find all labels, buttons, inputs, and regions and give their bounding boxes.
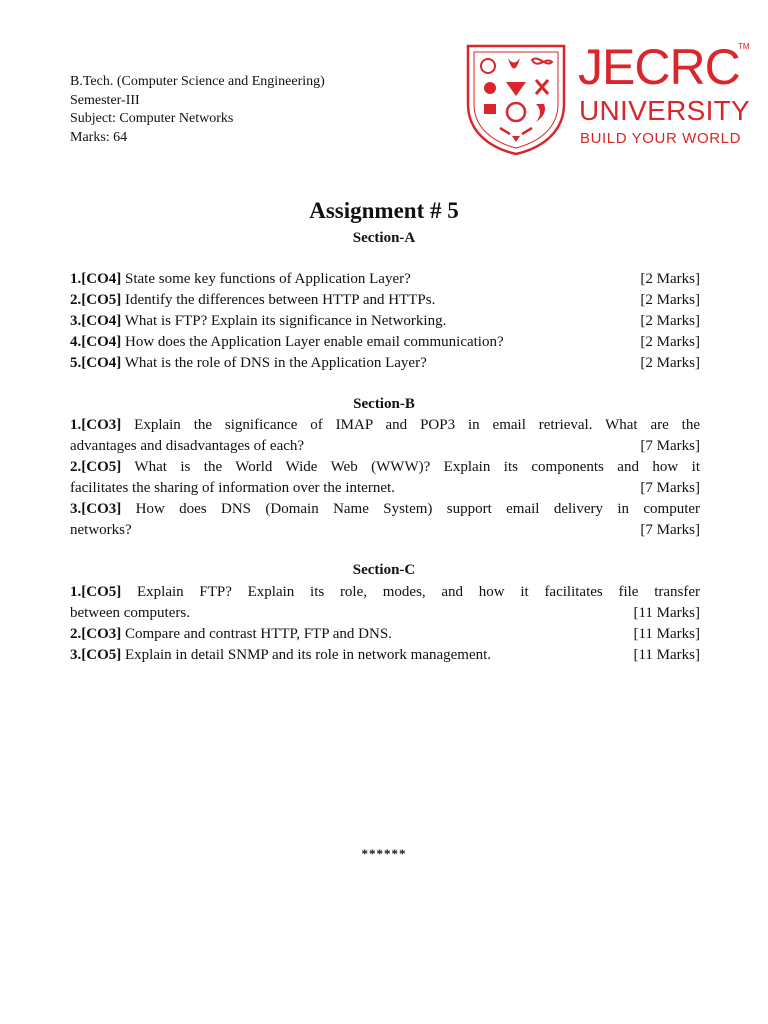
question-text-line-2: facilitates the sharing of information over the internet. xyxy=(70,480,395,496)
question-number: 2. xyxy=(70,292,82,308)
question-b1 xyxy=(70,415,700,457)
question-number: 4. xyxy=(70,334,82,350)
question-a1 xyxy=(70,269,700,290)
question-number: 3. xyxy=(70,647,82,663)
course-outcome: [CO3] xyxy=(81,417,122,433)
question-line-1 xyxy=(70,457,700,478)
question-number: 1. xyxy=(70,584,82,600)
question-text-line-2: networks? xyxy=(70,522,132,538)
semester-line: Semester-III xyxy=(70,92,140,108)
course-outcome: [CO4] xyxy=(81,355,122,371)
marks-line: Marks: 64 xyxy=(70,129,128,145)
university-logo xyxy=(464,40,754,160)
question-marks: [2 Marks] xyxy=(640,292,700,308)
question-marks: [2 Marks] xyxy=(640,355,700,371)
question-text-line-2: between computers. xyxy=(70,605,190,621)
question-marks: [7 Marks] xyxy=(640,480,700,496)
question-text-line-2: advantages and disadvantages of each? xyxy=(70,438,305,454)
question-text: How does the Application Layer enable email communication? xyxy=(125,334,504,350)
question-marks: [2 Marks] xyxy=(640,271,700,287)
subject-line: Subject: Computer Networks xyxy=(70,111,234,126)
question-marks: [2 Marks] xyxy=(640,313,700,329)
program-line: B.Tech. (Computer Science and Engineering) xyxy=(70,74,325,89)
course-outcome: [CO5] xyxy=(81,292,122,308)
course-outcome: [CO5] xyxy=(81,459,122,475)
question-marks: [11 Marks] xyxy=(633,605,700,621)
question-a5 xyxy=(70,353,700,374)
question-line-1 xyxy=(70,582,700,603)
question-text: State some key functions of Application Layer? xyxy=(125,271,411,287)
course-outcome: [CO4] xyxy=(81,334,122,350)
brand-tagline: BUILD YOUR WORLD xyxy=(580,130,742,147)
course-outcome: [CO3] xyxy=(81,501,122,517)
question-c1 xyxy=(70,582,700,624)
question-text-line-1: What is the World Wide Web (WWW)? Explain its components and how it xyxy=(134,459,700,475)
question-number: 5. xyxy=(70,355,82,371)
section-b-title: Section-B xyxy=(353,396,415,412)
course-outcome: [CO3] xyxy=(81,626,122,642)
question-marks: [2 Marks] xyxy=(640,334,700,350)
assignment-title: Assignment # 5 xyxy=(309,198,459,223)
question-text: What is the role of DNS in the Application Layer? xyxy=(124,355,427,371)
question-text-line-1: Explain the significance of IMAP and POP3 in email retrieval. What are the xyxy=(134,417,701,433)
question-text: Compare and contrast HTTP, FTP and DNS. xyxy=(125,626,392,642)
brand-name: JECRC xyxy=(578,39,740,95)
crest-icon xyxy=(464,42,568,156)
question-text: What is FTP? Explain its significance in Networking. xyxy=(124,313,447,329)
question-marks: [7 Marks] xyxy=(640,438,700,454)
question-number: 3. xyxy=(70,501,82,517)
question-number: 1. xyxy=(70,271,82,287)
trademark-mark: TM xyxy=(738,42,750,51)
question-c3 xyxy=(70,645,700,666)
question-line-1 xyxy=(70,499,700,520)
section-a-title: Section-A xyxy=(352,230,416,246)
course-outcome: [CO5] xyxy=(81,584,122,600)
end-marker: ****** xyxy=(361,846,407,861)
brand-university: UNIVERSITY xyxy=(579,95,751,126)
question-text-line-1: Explain FTP? Explain its role, modes, and how it facilitates file transfer xyxy=(137,584,701,600)
course-outcome: [CO4] xyxy=(81,271,122,287)
question-b2 xyxy=(70,457,700,499)
question-a4 xyxy=(70,332,700,353)
course-outcome: [CO4] xyxy=(81,313,122,329)
question-number: 1. xyxy=(70,417,82,433)
question-a2 xyxy=(70,290,700,311)
section-c-title: Section-C xyxy=(352,562,416,578)
question-c2 xyxy=(70,624,700,645)
question-a3 xyxy=(70,311,700,332)
course-info xyxy=(70,73,325,147)
question-marks: [11 Marks] xyxy=(633,647,700,663)
question-marks: [11 Marks] xyxy=(633,626,700,642)
question-text-line-1: How does DNS (Domain Name System) support email delivery in computer xyxy=(135,501,701,517)
question-number: 2. xyxy=(70,459,82,475)
question-number: 3. xyxy=(70,313,82,329)
question-text: Identify the differences between HTTP and HTTPs. xyxy=(125,292,436,308)
question-text: Explain in detail SNMP and its role in network management. xyxy=(125,647,492,663)
question-number: 2. xyxy=(70,626,82,642)
question-line-1 xyxy=(70,415,700,436)
question-marks: [7 Marks] xyxy=(640,522,700,538)
course-outcome: [CO5] xyxy=(81,647,122,663)
question-b3 xyxy=(70,499,700,541)
